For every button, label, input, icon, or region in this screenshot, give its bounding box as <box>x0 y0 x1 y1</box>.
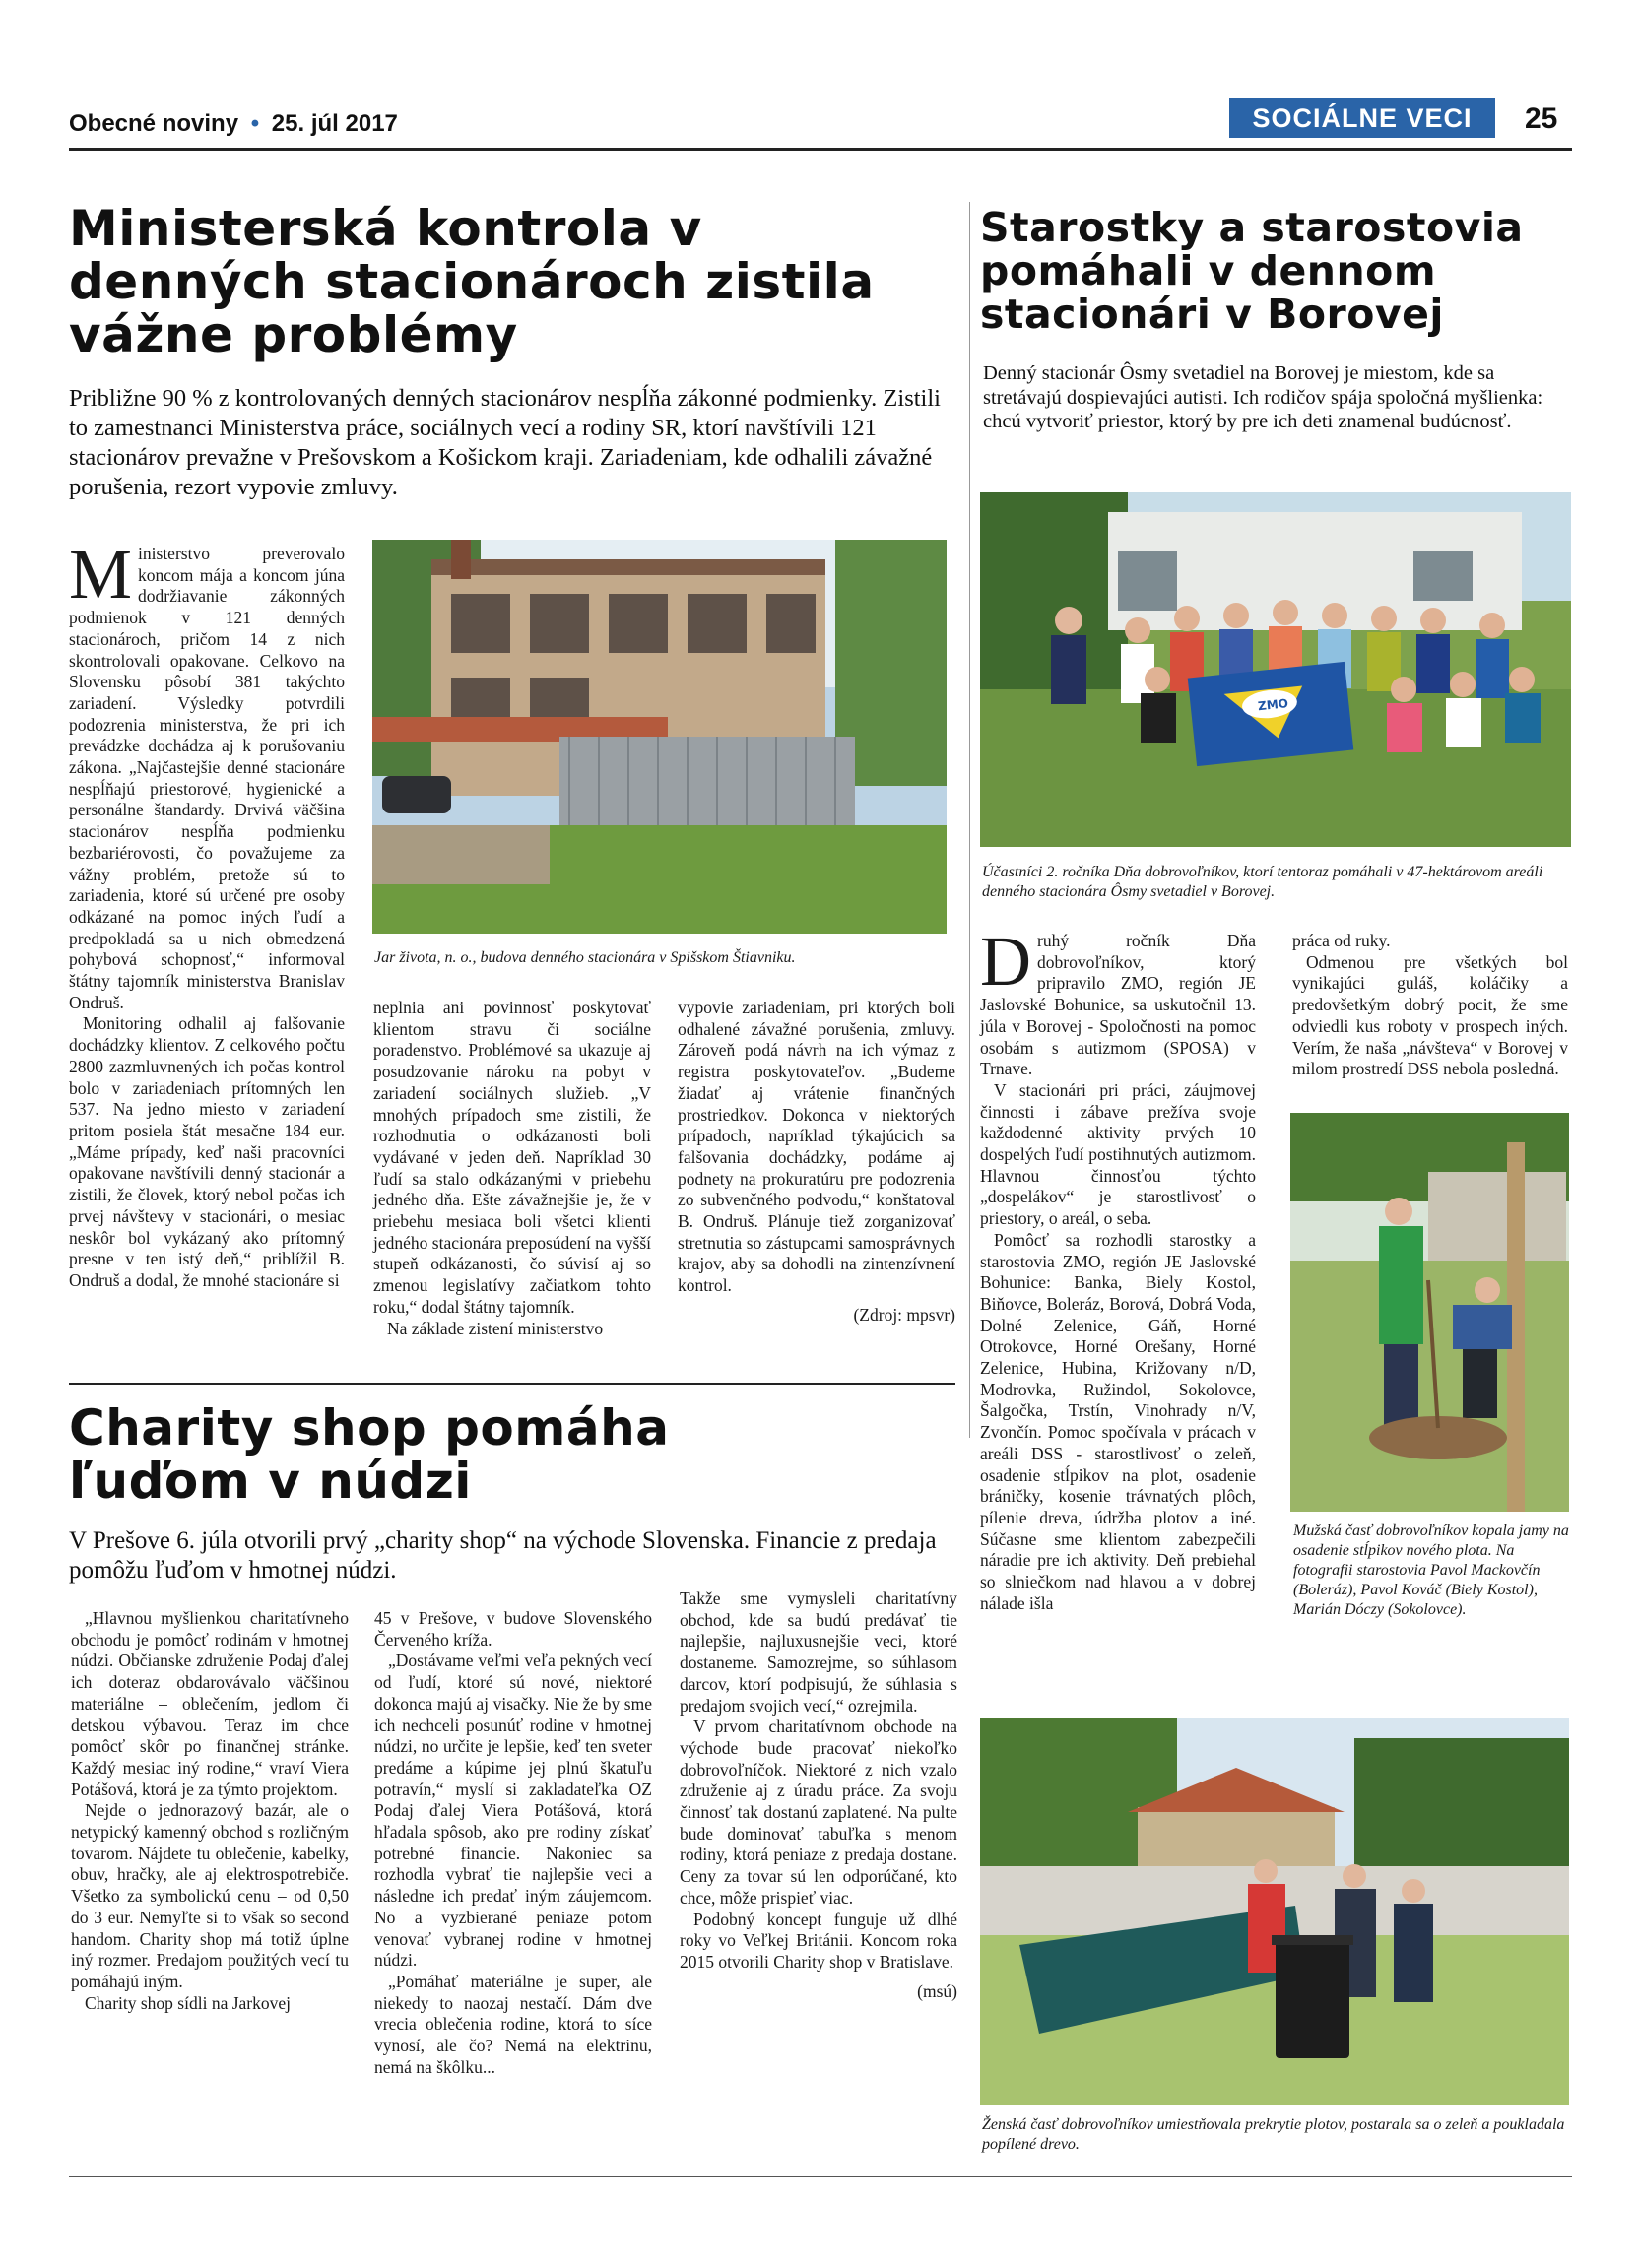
building-photo <box>372 540 947 934</box>
article1-col1-para2: Monitoring odhalil aj falšovanie dochádzky klientov. Z celkového počtu 2800 zazmluvnených ich počas kontrol bolo v zariadeniach prítomných len 537. Na jedno miesto v zariadení pritom posiela štát mesačne 184 eur. „Máme prípady, keď naši pracovníci opakovane navštívili denný stacionár a zistili, že človek, ktorý nebol počas ich prvej návštevy v stacionári, o mesiac neskôr bol vykázaný ako prítomný presne v ten istý deň,“ priblížil B. Ondruš a dodal, že mnohé stacionáre si <box>69 1013 345 1290</box>
article1-column2 <box>373 998 651 1339</box>
article3-col1-para1: „Hlavnou myšlienkou charitatívneho obchodu je pomôcť rodinám v hmotnej núdzi. Občianske združenie Podaj ďalej ich doteraz obdarovávalo väčšinou materiálne – oblečením, jedlom či detskou výbavou. Teraz im chce pomôcť skôr po finančnej stránke. Každý mesiac iný rodine,“ vraví Viera Potášová, ktorá je za týmto projektom. <box>71 1608 349 1799</box>
fence-photo-caption: Ženská časť dobrovoľníkov umiestňovala prekrytie plotov, postarala sa o zeleň a poukladala popílené drevo. <box>982 2116 1565 2153</box>
building-photo-caption: Jar života, n. o., budova denného stacionára v Spišskom Štiavniku. <box>374 949 796 966</box>
group-photo-caption: Účastníci 2. ročníka Dňa dobrovoľníkov, ktorí tentoraz pomáhali v 47-hektárovom areáli denného stacionára Ôsmy svetadiel v Borovej. <box>982 864 1543 900</box>
paper-name-line <box>69 110 398 138</box>
section-badge: SOCIÁLNE VECI <box>1229 98 1495 138</box>
article1-col2-para1: neplnia ani povinnosť poskytovať klientom stravu či sociálne poradenstvo. Problémové sa ukazuje aj posudzovanie nároku na pobyt v zariadení sociálnych služieb. „V mnohých prípadoch sme zistili, že rozhodnutia o odkázanosti boli vydávané v jeden deň. Napríklad 30 ľudí sa stalo odkázanými v priebehu jedného dňa. Ešte závažnejšie je, že v priebehu mesiaca boli všetci klienti jedného stacionára preposúdení na vyšší stupeň odkázanosti, čo súvisí aj so zmenou legislatívy začiatkom tohto roku,“ dodal štátny tajomník. <box>373 998 651 1317</box>
banner-label: ZMO <box>1257 696 1289 714</box>
article3-col2-para2: „Dostávame veľmi veľa pekných vecí od ľudí, ktoré sú nové, niektoré dokonca majú aj visačky. Nie že by sme ich nechceli posunúť rodine v hmotnej núdzi, no určite je lepšie, keď ten sveter predáme a kúpime jej plnú škatuľu potravín,“ myslí si zakladateľka OZ Podaj ďalej Viera Potášová, ktorá hľadala spôsob, ako pre rodiny získať potrebné financie. Nakoniec sa rozhodla vybrať tie najlepšie veci a následne ich predať iným záujemcom. No a vyzbierané peniaze potom venovať vybranej rodine v hmotnej núdzi. <box>374 1651 652 1971</box>
article1-col2-para2: Na základe zistení ministerstvo <box>387 1318 604 1338</box>
article2-column2 <box>1292 931 1568 1080</box>
digging-photo <box>1290 1113 1569 1512</box>
header-rule <box>69 148 1572 151</box>
article3-column2 <box>374 1608 652 2078</box>
column-divider <box>969 202 970 1438</box>
article1-lead: Približne 90 % z kontrolovaných denných stacionárov nespĺňa zákonné podmienky. Zistili to zamestnanci Ministerstva práce, sociálnych vecí a rodiny SR, ktorí navštívili 121 stacionárov prevažne v Prešovskom a Košickom kraji. Zariadeniam, kde odhalili závažné porušenia, rezort vypovie zmluvy. <box>69 385 941 500</box>
article1-col3-para1: vypovie zariadeniam, pri ktorých boli odhalené závažné porušenia, zmluvy. Zároveň podá návrh na ich výmaz z registra poskytovateľov. „Budeme žiadať aj vrátenie finančných prostriedkov. Dokonca v niektorých prípadoch, napríklad týkajúcich sa falšovania dochádzky, podáme aj podnety na prokuratúru pre podozrenia zo subvenčného podvodu,“ konštatoval B. Ondruš. Plánuje tiež zorganizovať stretnutia so zástupcami samosprávnych krajov, aby sa dohodli na zintenzívnení kontrol. <box>678 998 955 1296</box>
drop-cap-d: D <box>980 922 1031 1001</box>
header-bullet: • <box>250 110 260 137</box>
issue-date: 25. júl 2017 <box>271 110 398 137</box>
digging-photo-caption: Mužská časť dobrovoľníkov kopala jamy na osadenie stĺpikov nového plota. Na fotografii starostovia Pavol Mackovčín (Boleráz), Pavol Kováč (Biely Kostol), Marián Dóczy (Sokolovce). <box>1293 1523 1569 1618</box>
paper-name: Obecné noviny <box>69 110 239 137</box>
article2-col1-para1: ruhý ročník Dňa dobrovoľníkov, ktorý pripravilo ZMO, región JE Jaslovské Bohunice, sa uskutočnil 13. júla v Borovej - Spoločnosti na pomoc osobám s autizmom (SPOSA) v Trnave. <box>980 931 1256 1079</box>
article-divider <box>69 1383 955 1385</box>
group-photo <box>980 492 1571 847</box>
article3-title: Charity shop pomáha ľuďom v núdzi <box>69 1399 670 1510</box>
article3-col3-para1: Takže sme vymysleli charitatívny obchod, kde sa budú predávať tie najlepšie, najluxusnejšie veci, ktoré dostaneme. Samozrejme, so súhlasom darcov, ktorí podpisujú, že súhlasia s predajom svojich vecí,“ ozrejmila. <box>680 1588 957 1716</box>
article1-column3 <box>678 998 955 1327</box>
article2-col1-para2: V stacionári pri práci, záujmovej činnosti i zábave prežíva svoje každodenné aktivity prvých 10 dospelých ľudí postihnutých autizmom. Hlavnou činnosťou týchto „dospelákov“ je starostlivosť o priestory, o areál, o seba. <box>980 1079 1256 1229</box>
article2-col2-para1: práca od ruky. <box>1292 931 1391 950</box>
article3-col3-para3: Podobný koncept funguje už dlhé roky vo Veľkej Británii. Koncom roka 2015 otvorili Charity shop v Bratislave. <box>680 1909 957 1972</box>
article3-source: (msú) <box>917 1980 957 2001</box>
page-number: 25 <box>1525 102 1558 135</box>
article3-column3 <box>680 1588 957 2002</box>
article3-col1-para3: Charity shop sídli na Jarkovej <box>85 1992 292 2013</box>
article2-column1 <box>980 922 1256 1615</box>
article3-col2-para3: „Pomáhať materiálne je super, ale niekedy to naozaj nestačí. Dám dve vrecia oblečenia rodine, ktorá to síce vynosí, ale čo? Nemá na elektrinu, nemá na škôlku... <box>374 1971 652 2077</box>
article1-title: Ministerská kontrola v denných stacionároch zistila vážne problémy <box>69 200 875 363</box>
article3-col2-para1: 45 v Prešove, v budove Slovenského Červeného kríža. <box>374 1608 652 1650</box>
article2-col2-para2: Odmenou pre všetkých bol vynikajúci guláš, koláčiky a predovšetkým dobrý pocit, že sme odviedli kus roboty v prospech iných. Verím, že naša „návšteva“ v Borovej v milom prostredí DSS nebola posledná. <box>1292 951 1568 1079</box>
article2-title: Starostky a starostovia pomáhali v dennom stacionári v Borovej <box>980 204 1524 338</box>
article2-col1-para3: Pomôcť sa rozhodli starostky a starostovia ZMO, región JE Jaslovské Bohunice: Banka, Biely Kostol, Biňovce, Boleráz, Borová, Dobrá Voda, Dolné Zelenice, Gáň, Horné Otrokovce, Horné Orešany, Horné Zelenice, Hubina, Križovany n/D, Modrovka, Ružindol, Sokolovce, Šalgočka, Trstín, Vinohrady n/V, Zvončín. Pomoc spočívala v prácach v areáli DSS - starostlivosť o zeleň, osadenie stĺpikov na plot, osadenie bráničky, kosenie trávnatých plôch, pílenie dreva, údržba plotov a iné. Súčasne sme klientom zabezpečili náradie pre ich aktivity. Deň prebiehal so slniečkom nad hlavou a v dobrej nálade išla <box>980 1229 1256 1613</box>
article1-source: (Zdroj: mpsvr) <box>853 1304 955 1325</box>
article3-lead: V Prešove 6. júla otvorili prvý „charity shop“ na východe Slovenska. Financie z predaja pomôžu ľuďom v hmotnej núdzi. <box>69 1527 937 1584</box>
article1-column1 <box>69 535 345 1292</box>
article3-column1 <box>71 1608 349 2014</box>
article3-col3-para2: V prvom charitatívnom obchode na východe bude pracovať niekoľko dobrovoľníčok. Niektoré z nich vzalo združenie aj z úradu práce. Za svoju činnosť tak dostanú zaplatené. Na pulte bude dominovať tabuľka s menom rodiny, ktorá peniaze z predaja dostane. Ceny za tovar sú len odporúčané, kto chce, môže prispieť viac. <box>680 1717 957 1908</box>
fence-photo <box>980 1718 1569 2105</box>
article1-col1-para1: inisterstvo preverovalo koncom mája a koncom júna dodržiavanie zákonných podmienok v 121 denných stacionároch, pričom 14 z nich skontrolovali opakovane. Celkovo na Slovensku pôsobí 381 takýchto zariadení. Výsledky potvrdili podozrenia ministerstva, že pri ich prevádzke dochádza aj k porušovaniu zákona. „Najčastejšie denné stacionáre nespĺňajú priestorové, hygienické a personálne štandardy. Drvivá väčšina stacionárov nespĺňa podmienku bezbariérovosti, čo považujeme za vážny problém, pretože sú to zariadenia, ktoré sú určené pre osoby odkázané na pomoc iných ľudí a predpokladá sa u nich obmedzená pohybová schopnosť,“ informoval štátny tajomník ministerstva Branislav Ondruš. <box>69 544 345 1012</box>
article3-col1-para2: Nejde o jednorazový bazár, ale o netypický kamenný obchod s rozličným tovarom. Nájdete tu oblečenie, kabelky, obuv, hračky, ale aj elektrospotrebiče. Všetko za symbolickú cenu – od 0,50 do 3 eur. Nemyľte si to však so second handom. Charity shop má totiž úplne iný rozmer. Predajom použitých vecí tu pomáhajú iným. <box>71 1800 349 1991</box>
footer-rule <box>69 2176 1572 2177</box>
drop-cap: M <box>69 535 133 614</box>
article2-lead: Denný stacionár Ôsmy svetadiel na Borovej je miestom, kde sa stretávajú dospievajúci autisti. Ich rodičov spája spoločná myšlienka: chcú vytvoriť priestor, ktorý by pre ich deti znamenal budúcnosť. <box>983 362 1543 432</box>
